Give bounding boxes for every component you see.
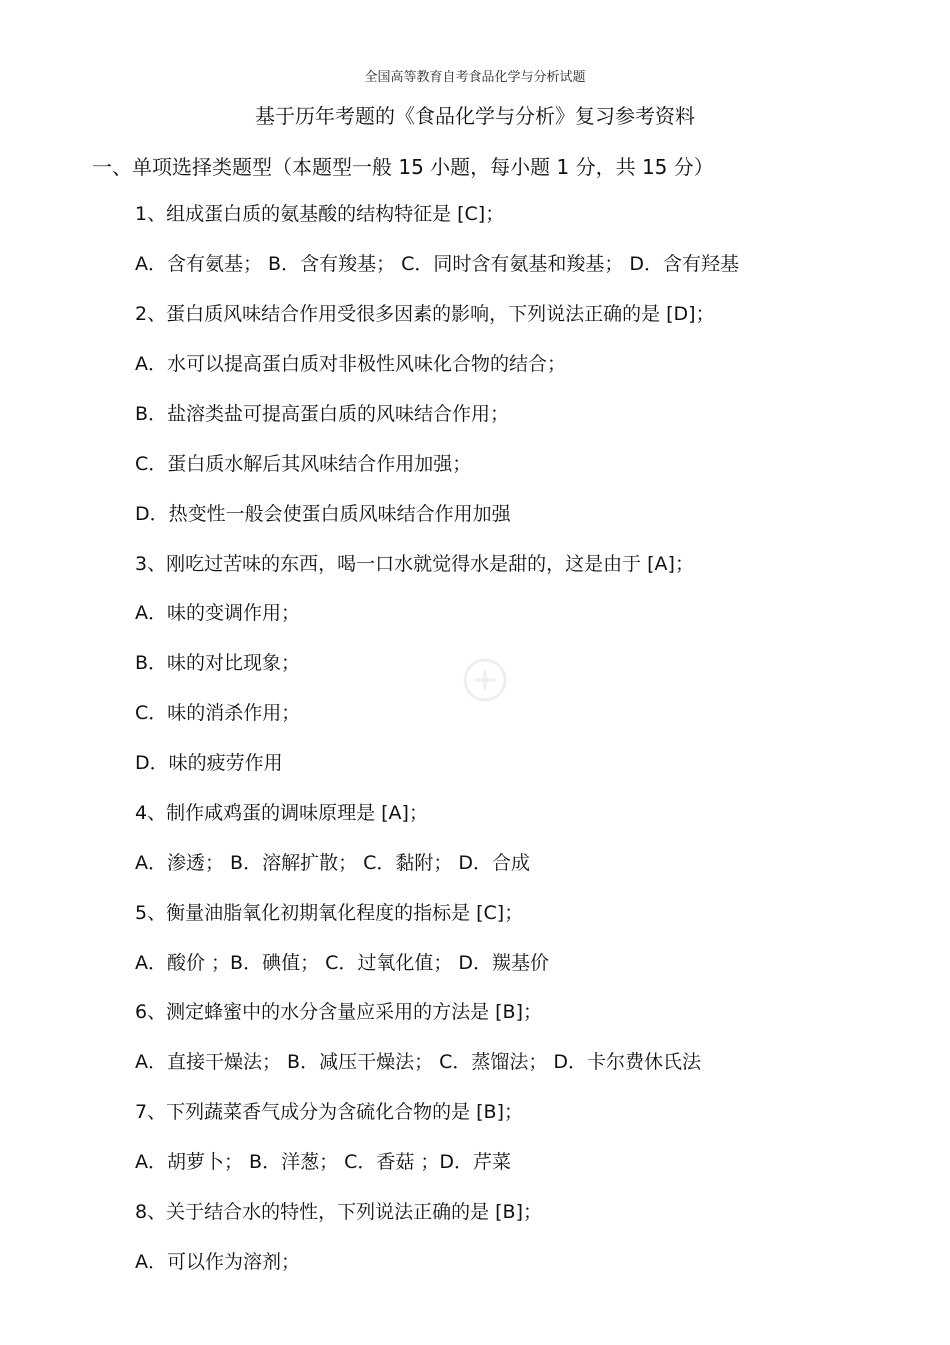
options-5: A．酸价 ；B．碘值； C．过氧化值； D．羰基价 — [135, 952, 550, 974]
question-4: 4、制作咸鸡蛋的调味原理是 [A]； — [135, 802, 428, 824]
question-1: 1、组成蛋白质的氨基酸的结构特征是 [C]； — [135, 203, 505, 225]
document-title: 基于历年考题的《食品化学与分析》复习参考资料 — [255, 104, 695, 128]
option-8a: A．可以作为溶剂； — [135, 1251, 300, 1273]
options-1: A．含有氨基； B．含有羧基； C．同时含有氨基和羧基； D．含有羟基 — [135, 253, 740, 275]
question-6: 6、测定蜂蜜中的水分含量应采用的方法是 [B]； — [135, 1001, 542, 1023]
option-3c: C．味的消杀作用； — [135, 702, 301, 724]
option-3d: D．味的疲劳作用 — [135, 752, 283, 774]
question-3: 3、刚吃过苦味的东西，喝一口水就觉得水是甜的，这是由于 [A]； — [135, 553, 694, 575]
option-2d: D．热变性一般会使蛋白质风味结合作用加强 — [135, 503, 511, 525]
option-3a: A．味的变调作用； — [135, 602, 300, 624]
option-2c: C．蛋白质水解后其风味结合作用加强； — [135, 453, 472, 475]
option-2a: A．水可以提高蛋白质对非极性风味化合物的结合； — [135, 353, 566, 375]
question-8: 8、关于结合水的特性，下列说法正确的是 [B]； — [135, 1201, 542, 1223]
question-7: 7、下列蔬菜香气成分为含硫化合物的是 [B]； — [135, 1101, 523, 1123]
question-2: 2、蛋白质风味结合作用受很多因素的影响，下列说法正确的是 [D]； — [135, 303, 715, 325]
options-4: A．渗透； B．溶解扩散； C．黏附； D．合成 — [135, 852, 531, 874]
section-heading: 一、单项选择类题型（本题型一般 15 小题，每小题 1 分，共 15 分） — [92, 155, 714, 179]
option-2b: B．盐溶类盐可提高蛋白质的风味结合作用； — [135, 403, 510, 425]
options-7: A．胡萝卜； B．洋葱； C．香菇 ；D．芹菜 — [135, 1151, 512, 1173]
option-3b: B．味的对比现象； — [135, 652, 301, 674]
question-5: 5、衡量油脂氧化初期氧化程度的指标是 [C]； — [135, 902, 524, 924]
options-6: A．直接干燥法； B．减压干燥法； C．蒸馏法； D．卡尔费休氏法 — [135, 1051, 702, 1073]
watermark-icon — [455, 650, 515, 710]
page-header: 全国高等教育自考食品化学与分析试题 — [364, 70, 586, 85]
